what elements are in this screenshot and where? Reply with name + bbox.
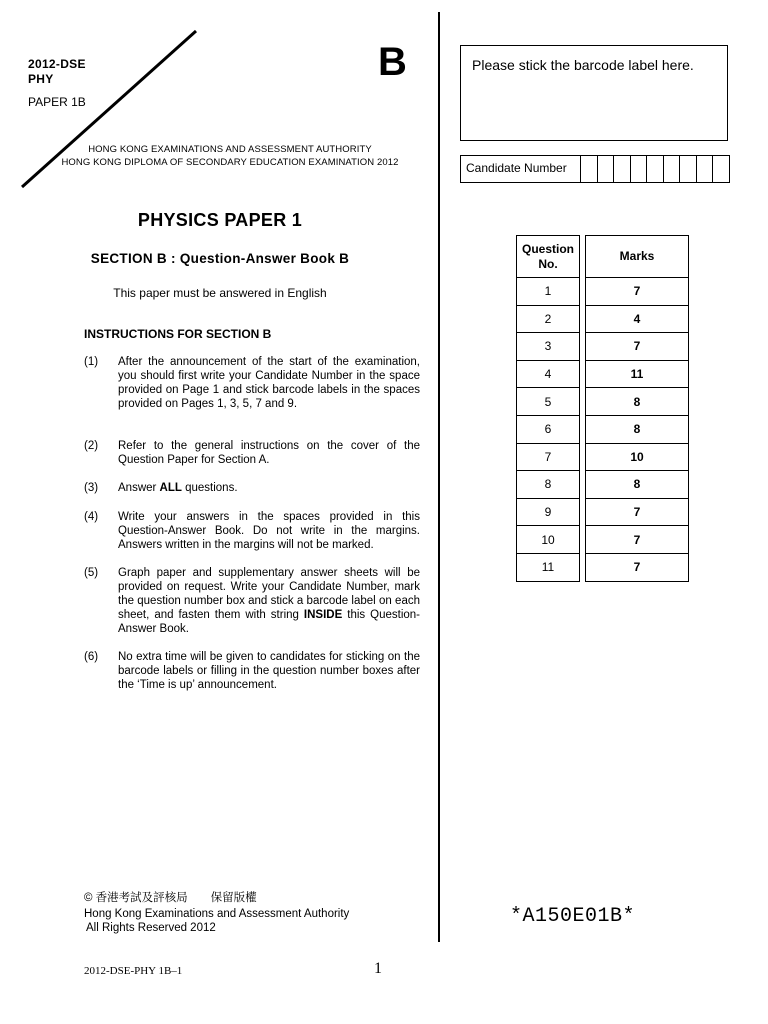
page-code: 2012-DSE-PHY 1B–1 — [84, 965, 183, 977]
instruction-item — [84, 481, 420, 495]
instruction-text: Refer to the general instructions on the cover of the Question Paper for Section A. — [118, 440, 420, 466]
instruction-text: No extra time will be given to candidates for sticking on the barcode labels or filling in the question number boxes after the ‘Time is up’ announcement. — [118, 651, 420, 691]
marks-cell: 8 — [585, 416, 689, 444]
marks-cell: 8 — [585, 471, 689, 499]
candidate-digit-cell[interactable] — [580, 155, 597, 183]
instruction-item — [84, 650, 420, 692]
instruction-number: (6) — [84, 651, 99, 663]
instruction-number: (2) — [84, 440, 99, 452]
column-divider — [438, 12, 440, 942]
candidate-number-label: Candidate Number — [466, 161, 567, 175]
candidate-number-cells — [580, 155, 729, 183]
marks-cell: 7 — [585, 554, 689, 582]
authority-line2: HONG KONG DIPLOMA OF SECONDARY EDUCATION EXAMINATION 2012 — [61, 157, 399, 168]
question-number-cell: 8 — [516, 471, 580, 499]
instruction-number: (3) — [84, 482, 99, 494]
question-number-cell: 7 — [516, 444, 580, 472]
exam-code-line2: PHY — [28, 72, 54, 86]
question-number-cell: 5 — [516, 388, 580, 416]
instruction-emphasis: INSIDE — [303, 609, 343, 621]
copyright-authority: Hong Kong Examinations and Assessment Authority — [84, 908, 350, 920]
candidate-digit-cell[interactable] — [630, 155, 647, 183]
instruction-number: (4) — [84, 511, 99, 523]
exam-code — [28, 57, 86, 87]
authority-line1: HONG KONG EXAMINATIONS AND ASSESSMENT AUTHORITY — [88, 144, 372, 155]
instruction-text: Graph paper and supplementary answer sheets will be provided on request. Write your Candidate Number, mark the question number box and stick a barcode label on each sheet, and fasten them with string — [118, 567, 420, 621]
instruction-number: (1) — [84, 356, 99, 368]
language-note: This paper must be answered in English — [113, 286, 327, 300]
page-number: 1 — [374, 960, 382, 977]
instruction-text: Write your answers in the spaces provided in this Question-Answer Book. Do not write in the margins. Answers written in the margins will not be marked. — [118, 511, 420, 551]
book-letter: B — [378, 40, 407, 84]
question-number-column — [516, 235, 580, 582]
candidate-digit-cell[interactable] — [597, 155, 614, 183]
candidate-digit-cell[interactable] — [712, 155, 729, 183]
exam-code-line1: 2012-DSE — [28, 57, 86, 71]
marks-cell: 11 — [585, 361, 689, 389]
instruction-number: (5) — [84, 567, 99, 579]
instruction-item — [84, 566, 420, 636]
question-number-cell: 10 — [516, 526, 580, 554]
instructions-heading: INSTRUCTIONS FOR SECTION B — [84, 327, 272, 341]
candidate-digit-cell[interactable] — [613, 155, 630, 183]
instruction-text: questions. — [181, 482, 238, 494]
marks-cell: 8 — [585, 388, 689, 416]
question-number-cell: 6 — [516, 416, 580, 444]
candidate-digit-cell[interactable] — [663, 155, 680, 183]
instruction-item — [84, 510, 420, 552]
marks-cell: 7 — [585, 278, 689, 306]
marks-cell: 7 — [585, 333, 689, 361]
marks-cell: 4 — [585, 306, 689, 334]
marks-column — [585, 235, 689, 582]
instruction-text: this Question-Answer Book. — [118, 609, 420, 635]
copyright-rights: All Rights Reserved 2012 — [86, 922, 216, 934]
candidate-digit-cell[interactable] — [646, 155, 663, 183]
marks-cell: 10 — [585, 444, 689, 472]
marks-cell: 7 — [585, 499, 689, 527]
instruction-emphasis: ALL — [159, 482, 182, 494]
copyright-chinese: © 香港考試及評核局 保留版權 — [84, 892, 257, 904]
instruction-item — [84, 355, 420, 411]
question-header: Question No. — [516, 235, 580, 278]
marks-cell: 7 — [585, 526, 689, 554]
question-number-cell: 3 — [516, 333, 580, 361]
authority-heading — [30, 143, 430, 169]
instruction-text: After the announcement of the start of the examination, you should first write your Candidate Number in the space provided on Page 1 and stick barcode labels in the spaces provided on Pages 1, 3, 5, 7 and 9. — [118, 356, 420, 410]
question-number-cell: 4 — [516, 361, 580, 389]
marks-header: Marks — [585, 235, 689, 278]
page-title: PHYSICS PAPER 1 — [137, 210, 303, 230]
barcode-id: *A150E01B* — [510, 905, 636, 928]
candidate-digit-cell[interactable] — [679, 155, 696, 183]
question-number-cell: 11 — [516, 554, 580, 582]
question-number-cell: 9 — [516, 499, 580, 527]
question-number-cell: 1 — [516, 278, 580, 306]
instruction-text: Answer — [118, 482, 160, 494]
question-number-cell: 2 — [516, 306, 580, 334]
section-title: SECTION B : Question-Answer Book B — [90, 251, 350, 266]
instruction-item — [84, 439, 420, 467]
paper-label: PAPER 1B — [28, 95, 86, 109]
barcode-label-instruction: Please stick the barcode label here. — [472, 57, 694, 73]
candidate-digit-cell[interactable] — [696, 155, 713, 183]
